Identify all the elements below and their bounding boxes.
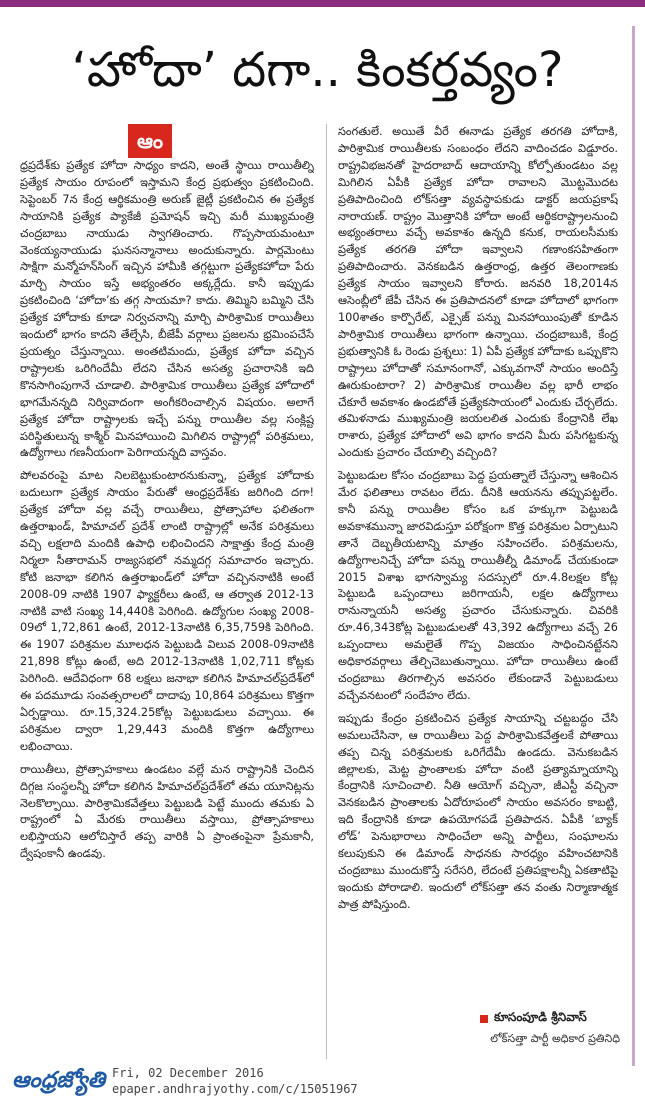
- author-name: కూసంపూడి శ్రీనివాస్‌: [494, 1010, 587, 1024]
- left-paragraph-3: రాయితీలు, ప్రోత్సాహకాలు ఉండటం వల్లే మన రాష్ట్రానికి చెందిన దిగ్గజ సంస్థలన్నీ హోదా కలిగిన హిమాచల్‌ప్రదేశ్‌లో తమ యూనిట్లను నెలకొల్పాయి. పారిశ్రామికవేత్తలు పెట్టుబడి పెట్టే ముందు తమకు ఏ రాష్ట్రంలో ఏ మేరకు రాయితీలు వస్తాయి, ప్రోత్సాహకాలు లభిస్తాయని ఆలోచిస్తారే తప్ప వారికి ఏ ప్రాంతంపైనా ప్రేమకానీ, ద్వేషంకానీ ఉండవు.: [20, 762, 314, 861]
- brand-logo: ఆంధ్రజ్యోతి: [12, 1068, 105, 1093]
- author-bullet-icon: [480, 1015, 488, 1023]
- left-paragraph-1: ధ్రప్రదేశ్‌కు ప్రత్యేక హోదా సాధ్యం కాదని, అంతే స్థాయి రాయితీల్ని ప్రత్యేక సాయం రూపంలో ఇస్తామని కేంద్ర ప్రభుత్వం ప్రకటించింది. సెప్టెంబర్‌ 7న కేంద్ర ఆర్థికమంత్రి అరుణ్‌ జైట్లీ ప్రకటించిన ఈ ప్రత్యేక సాయానికి ప్రత్యేక ప్యాకేజీ ప్రమోషన్‌ ఇచ్చి మరీ ముఖ్యమంత్రి చంద్రబాబు నాయుడు స్వాగతించారు. గొప్పసాయమంటూ వెంకయ్యనాయుడు ఘనసన్మానాలు అందుకున్నారు. పార్లమెంటు సాక్షిగా మన్మోహన్‌సింగ్‌ ఇచ్చిన హామీకి తగ్గట్టుగా ప్రత్యేకహోదా పేరు మార్చి సాయం ఇస్తే అభ్యంతరం అక్కర్లేదు. కానీ ఇప్పుడు ప్రకటించింది ‘హోదా’కు తగ్గ సాయమా? కాదు. తిమ్మిని బమ్మిని చేసి ప్రత్యేక హోదాకు కూడా నిర్వచనాన్ని మార్చి పారిశ్రామిక రాయితీలు ఇందులో భాగం కాదని తేల్చేసి, బీజేపీ వర్గాలు ప్రజలను భ్రమింపచేసే ప్రయత్నం చేస్తున్నాయి. అంతటిమందు, ప్రత్యేక హోదా వచ్చిన రాష్ట్రాలకు ఒరిగిందేమీ లేదని చేసిన అసత్య ప్రచారానికి ఇది కొనసాగింపుగానే చూడాలి. పారిశ్రామిక రాయితీలు ప్రత్యేక హోదాలో భాగమేనన్నది నిర్వివాదంగా అంగీకరించాల్సిన విషయం. అలాగే ప్రత్యేక హోదా రాష్ట్రాలకు ఇచ్చే పన్ను రాయితీల వల్ల సంక్లిష్ట పరిస్థితులున్న కాశ్మీర్‌ మినహాయించి మిగిలిన రాష్ట్రాల్లో పరిశ్రమలు, ఉద్యోగాలు గణనీయంగా పెరిగాయన్నది వాస్తవం.: [20, 159, 314, 460]
- top-accent-bar: [0, 0, 645, 7]
- right-paragraph-3: ఇప్పుడు కేంద్రం ప్రకటించిన ప్రత్యేక సాయాన్ని చట్టబద్ధం చేసి అమలుచేసినా, ఆ రాయితీలు పెద్ద పారిశ్రామికవేత్తలకే పోతాయి తప్ప చిన్న పరిశ్రమలకు ఒరిగేదేమీ ఉండదు. వెనుకబడిన జిల్లాలకు, మెట్ట ప్రాంతాలకు హోదా వంటి ప్రత్యామ్నాయాన్ని కేంద్రానికి సూచించాలి. నీతి ఆయోగ్‌ వచ్చినా, జీఎస్టీ వచ్చినా వెనకబడిన ప్రాంతాలకు ఏదోరూపంలో సాయం అవసరం కాబట్టి, ఇది కేంద్రానికి కూడా ఉపయోగపడే ప్రతిపాదన. ఏపీకి ‘బ్యాక్‌ లోడ్‌’ పెనుభారాలు సాధించేలా అన్ని పార్టీలు, సంఘాలను కలుపుకుని ఈ డిమాండ్‌ సాధనకు సారధ్యం వహించటానికి చంద్రబాబు ముందుకొస్తే సరేసరి, లేదంటే ప్రతిపక్షాలన్నీ ఏకతాటిపై ఇందుకు పోరాడాలి. ఇందులో లోక్‌సత్తా తన వంతు నిర్మాణాత్మక పాత్ర పోషిస్తుంది.: [338, 711, 618, 911]
- author-line: [480, 1010, 620, 1027]
- left-paragraph-2: పోలవరంపై మాట నిలబెట్టుకుంటారనుకున్నా, ప్రత్యేక హోదాకు బదులుగా ప్రత్యేక సాయం పేరుతో ఆంధ్రప్రదేశ్‌కు జరిగింది దగా! ప్రత్యేక హోదా వల్ల వచ్చే రాయితీలు, ప్రోత్సాహాల ఫలితంగా ఉత్తరాఖండ్‌, హిమాచల్‌ ప్రదేశ్‌ లాంటి రాష్ట్రాల్లో అనేక పరిశ్రమలు వచ్చి లక్షలాది మందికి ఉపాధి లభించిందని సాక్షాత్తు కేంద్ర మంత్రి నిర్మలా సీతారామన్‌ రాజ్యసభలో నమ్మదగ్గ సమాచారం ఇచ్చారు. కోటి జనాభా కలిగిన ఉత్తరాఖండ్‌లో హోదా వచ్చిననాటికి అంటే 2008-09 నాటికి 1907 ఫ్యాక్టరీలు ఉంటే, ఆ తర్వాత 2012-13 నాటికి వాటి సంఖ్య 14,440కి పెరిగింది. ఉద్యోగుల సంఖ్య 2008-09లో 1,72,861 ఉంటే, 2012-13నాటికి 6,35,759కి పెరిగింది. ఈ 1907 పరిశ్రమల మూలధన పెట్టుబడి విలువ 2008-09నాటికి 21,898 కోట్లు ఉంటే, అది 2012-13నాటికి 1,02,711 కోట్లకు పెరిగింది. ఆదేవిధంగా 68 లక్షలు జనాభా కలిగిన హిమాచల్‌ప్రదేశ్‌లో ఈ పదమూడు సంవత్సరాలలో దాదాపు 10,864 పరిశ్రమలు కొత్తగా ఏర్పడ్డాయి. రూ.15,324.25కోట్ల పెట్టుబడులు వచ్చాయి. ఈ పరిశ్రమల ద్వారా 1,29,443 మందికి కొత్తగా ఉద్యోగాలు లభించాయి.: [20, 469, 314, 753]
- logo-spacer: [20, 124, 314, 158]
- article-column-right: [338, 124, 618, 914]
- column-divider: [326, 124, 327, 1059]
- article-headline: ‘హోదా’ దగా.. కింకర్తవ్యం?: [71, 42, 564, 98]
- right-paragraph-2: పెట్టుబడుల కోసం చంద్రబాబు పెద్ద ప్రయత్నాలే చేస్తున్నా ఆశించిన మేర ఫలితాలు రావటం లేదు. దీనికి ఆయనను తప్పుపట్టలేం. కానీ పన్ను రాయితీల కోసం ఒక హక్కుగా పెట్టుబడి అవకాశమున్నా జారవిడుస్తూ పరోక్షంగా కొత్త పరిశ్రమల ఏర్పాటుని తానే దెబ్బతీయటాన్ని మాత్రం సహించలేం. పరిశ్రమలను, ఉద్యోగాలనిచ్చే హోదా పన్ను రాయితీల్నీ డిమాండ్‌ చేయకుండా 2015 విశాఖ భాగస్వామ్య సదస్సులో రూ.4.8లక్షల కోట్ల పెట్టుబడి ఒప్పందాలు జరిగాయనీ, లక్షల ఉద్యోగాలు రానున్నాయనీ అసత్య ప్రచారం చేసుకున్నారు. చివరికి రూ.46,343కోట్ల పెట్టుబడులతో 43,392 ఉద్యోగాలు వచ్చే 26 ఒప్పందాలు అమలైతే గొప్ప విజయం సాధించినట్టేనని అధికారవర్గాలు తేల్చిచెబుతున్నాయి. హోదా రాయితీలు ఉంటే చంద్రబాబు తిరగాల్సిన అవసరం లేకుండానే పెట్టుబడులు వచ్చేవనటంలో సందేహం లేదు.: [338, 469, 618, 702]
- section-logo: ఆం: [128, 124, 172, 158]
- article-column-left: [20, 124, 314, 863]
- epaper-url[interactable]: epaper.andhrajyothy.com/c/15051967: [112, 1082, 358, 1096]
- right-accent-bar: [632, 26, 635, 1066]
- right-paragraph-1: సంగతులే. అయితే వీరే ఈనాడు ప్రత్యేక తరగతి హోదాకి, పారిశ్రామిక రాయితీలకు సంబంధం లేదని వాదించడం విడ్డూరం. రాష్ట్రవిభజనతో హైదరాబాద్‌ ఆదాయాన్ని కోల్పోతుండటం వల్ల మిగిలిన ఏపీకి ప్రత్యేక హోదా రావాలని మొట్టమొదట ప్రతిపాదించింది లోక్‌సత్తా వ్యవస్థాపకుడు డాక్టర్‌ జయప్రకాష్‌ నారాయణ్‌. రాష్ట్రం మొత్తానికి హోదా అంటే ఆర్థికరాష్ట్రాలనుంచి అభ్యంతరాలు వచ్చే అవకాశం ఉన్నది కనుక, రాయలసీమకు ప్రత్యేక తరగతి హోదా ఇవ్వాలని గణాంకసహితంగా ప్రతిపాదించారు. వెనకబడిన ఉత్తరాంధ్ర, ఉత్తర తెలంగాణకు ప్రత్యేక సాయం ఇవ్వాలని కోరారు. జనవరి 18,2014న ఆసెంబ్లీలో జేపీ చేసిన ఈ ప్రతిపాదనలో కూడా హోదాలో భాగంగా 100శాతం కార్పొరేట్‌, ఎక్సైజ్‌ పన్ను మినహాయింపుతో కూడిన పారిశ్రామిక రాయితీలు భాగంగా ఉన్నాయి. చంద్రబాబుకి, కేంద్ర ప్రభుత్వానికి ఓ రెండు ప్రశ్నలు: 1) ఏపీ ప్రత్యేక హోదాకు ఒప్పుకొని రాష్ట్రాలు హోదాతో సమానంగానో, ఎక్కువగానో సాయం అందిస్తే ఊరుకుంటారా? 2) పారిశ్రామిక రాయితీల వల్ల భారీ లాభం చేకూరే అవకాశం ఉండబోతే ప్రత్యేకసాయంలో ఎందుకు చేర్చలేదు. తమిళనాడు ముఖ్యమంత్రి జయలలిత ఎందుకు కేంద్రానికి లేఖ రాశారు, ప్రత్యేక హోదాలో అవి భాగం కాదని మీరు పసిగట్టకున్న ఎందుకు ప్రచారం చేయాల్సి వచ్చింది?: [338, 125, 618, 460]
- edition-date: Fri, 02 December 2016: [112, 1066, 264, 1080]
- author-designation: లోక్‌సత్తా పార్టీ అధికార ప్రతినిధి: [490, 1032, 620, 1045]
